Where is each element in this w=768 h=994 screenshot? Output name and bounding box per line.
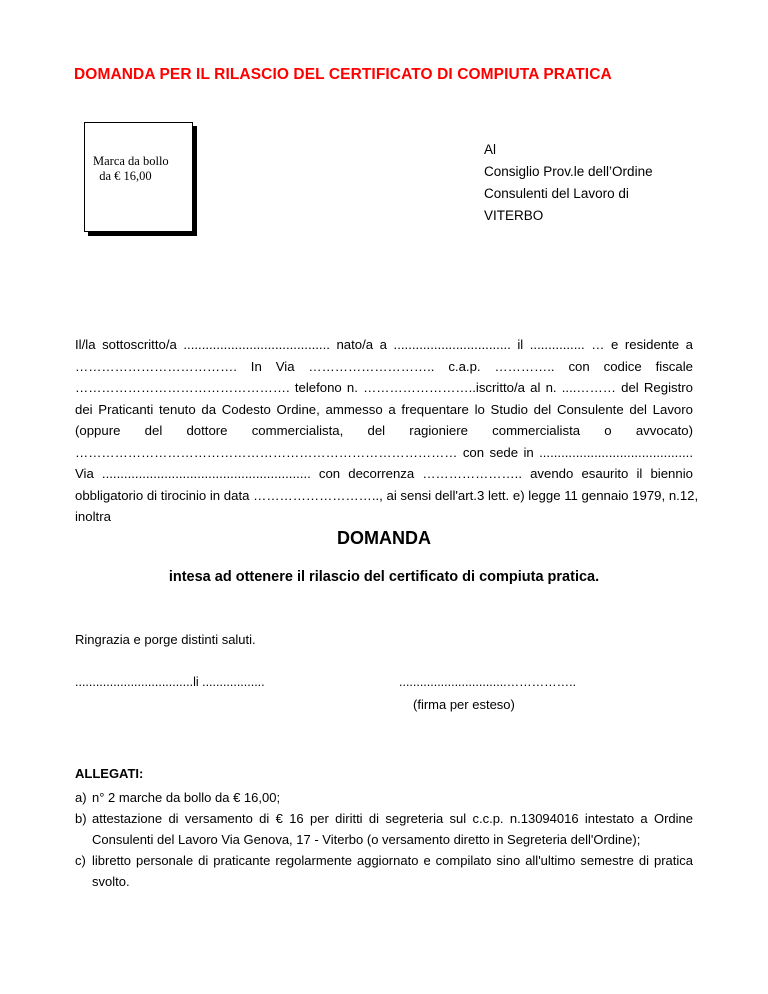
signature-label: (firma per esteso)	[413, 697, 515, 712]
addressee-block	[484, 139, 653, 227]
attachments-list	[75, 787, 693, 892]
attachment-item	[75, 787, 693, 808]
body-line: …………………………………………………………………………… con sede in ..........................................	[75, 444, 693, 460]
attachment-text: n° 2 marche da bollo da € 16,00;	[92, 790, 281, 805]
attachment-item	[75, 850, 693, 892]
addressee-line: Al	[484, 142, 497, 157]
body-line: Via ......................................................... con decorrenza ………………….. avendo esaurito il biennio	[75, 466, 693, 481]
body-line: inoltra	[75, 509, 111, 524]
body-line: …………………………………………. telefono n. ……………………..iscritto/a al n. ....……… del Registro	[75, 380, 693, 395]
revenue-stamp-box	[84, 122, 193, 232]
stamp-label: Marca da bollo da € 16,00	[93, 154, 169, 183]
attachment-letter: c)	[75, 853, 86, 868]
body-line: ………………………………. In Via ……………………….. c.a.p. ………….. con codice fiscale	[75, 358, 693, 374]
request-subheading: intesa ad ottenere il rilascio del certificato di compiuta pratica.	[168, 569, 600, 585]
attachments-title: ALLEGATI:	[75, 766, 144, 781]
request-heading: DOMANDA	[337, 528, 431, 548]
place-date-field: ..................................li ..................	[75, 675, 265, 689]
body-line: dei Praticanti tenuto da Codesto Ordine, ammesso a frequentare lo Studio del Consulente del Lavoro	[75, 401, 693, 417]
document-title: DOMANDA PER IL RILASCIO DEL CERTIFICATO DI COMPIUTA PRATICA	[74, 66, 612, 83]
addressee-line: Consulenti del Lavoro di	[484, 186, 629, 201]
attachment-text: libretto personale di praticante regolarmente aggiornato e compilato sino all'ultimo semestre di pratica svolto.	[92, 853, 693, 889]
addressee-line: VITERBO	[484, 208, 544, 223]
attachment-text: attestazione di versamento di € 16 per diritti di segreteria sul c.c.p. n.13094016 intestato a Ordine Consulenti del Lavoro Via Genova, 17 - Viterbo (o versamento diretto in Segreteria dell'Ordine);	[92, 811, 693, 847]
attachment-item	[75, 808, 693, 850]
attachment-letter: a)	[75, 790, 87, 805]
body-line: Il/la sottoscritto/a ........................................ nato/a a ................................ il ............... … e residente a	[75, 337, 693, 352]
body-line: obbligatorio di tirocinio in data ……………………….., ai sensi dell'art.3 lett. e) legge 11 gennaio 1979, n.12,	[75, 487, 699, 503]
attachment-letter: b)	[75, 811, 87, 826]
application-body	[75, 334, 699, 528]
addressee-line: Consiglio Prov.le dell’Ordine	[484, 164, 653, 179]
body-line: (oppure del dottore commercialista, del ragioniere commercialista o avvocato)	[75, 423, 693, 438]
signature-field: ...............................……………..	[399, 675, 577, 689]
closing-greeting: Ringrazia e porge distinti saluti.	[75, 632, 256, 647]
